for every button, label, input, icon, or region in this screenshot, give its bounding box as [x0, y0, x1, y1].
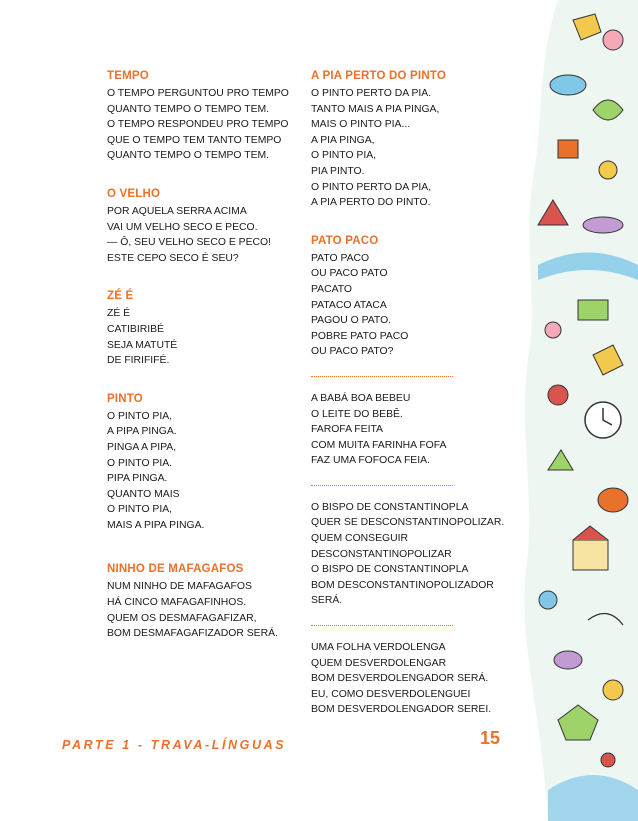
decorative-illustration-strip — [518, 0, 638, 821]
poem-title: NINHO DE MAFAGAFOS — [107, 563, 244, 576]
poem-ze-e — [107, 288, 297, 368]
poem-line: O PINTO PIA. — [107, 457, 173, 469]
poem-pato-paco — [311, 233, 511, 360]
poem-line: PACATO — [311, 283, 352, 295]
poem-line: QUEM OS DESMAFAGAFIZAR, — [107, 612, 257, 624]
poem-title: A PIA PERTO DO PINTO — [311, 70, 446, 82]
poem-line: UMA FOLHA VERDOLENGA — [311, 642, 446, 654]
poem-line: EU, COMO DESVERDOLENGUEI — [311, 688, 471, 700]
poem-line: QUANTO MAIS — [107, 488, 180, 500]
poem-line: A PIA PINGA, — [311, 134, 375, 146]
poem-line: SERÁ. — [311, 595, 343, 607]
poem-line: BOM DESCONSTANTINOPOLIZADOR — [311, 579, 494, 591]
doodle-illustration — [518, 0, 638, 821]
poem-line: O PINTO PIA, — [311, 150, 377, 162]
poem-line: HÁ CINCO MAFAGAFINHOS. — [107, 597, 247, 609]
poem-line: — Ô, SEU VELHO SECO E PECO! — [107, 237, 271, 249]
poem-line: DESCONSTANTINOPOLIZAR — [311, 548, 452, 560]
page-number: 15 — [480, 728, 501, 748]
poem-line: O PINTO PIA, — [107, 410, 173, 422]
poem-line: O BISPO DE CONSTANTINOPLA — [311, 501, 469, 513]
poem-line: O PINTO PIA, — [107, 504, 173, 516]
poem-line: QUE O TEMPO TEM TANTO TEMPO — [107, 134, 282, 146]
poem-line: FAZ UMA FOFOCA FEIA. — [311, 455, 430, 467]
poem-line: PATACO ATACA — [311, 299, 387, 311]
poem-line: NUM NINHO DE MAFAGAFOS — [107, 581, 252, 593]
poem-line: PATO PACO — [311, 252, 370, 264]
poem-folha-verdolenga — [311, 640, 511, 718]
poem-title: PINTO — [107, 392, 143, 405]
poem-line: MAIS A PIPA PINGA. — [107, 519, 205, 531]
dotted-divider — [311, 625, 453, 626]
left-column — [107, 68, 297, 664]
poem-line: QUER SE DESCONSTANTINOPOLIZAR. — [311, 517, 505, 529]
poem-title: PATO PACO — [311, 234, 379, 247]
poem-o-velho — [107, 186, 297, 266]
poem-line: VAI UM VELHO SECO E PECO. — [107, 221, 258, 233]
poem-line: PIPA PINGA. — [107, 473, 168, 485]
right-column — [311, 68, 511, 734]
poem-line: QUEM DESVERDOLENGAR — [311, 657, 447, 669]
poem-line: BOM DESVERDOLENGADOR SEREI. — [311, 704, 492, 716]
poem-line: O TEMPO RESPONDEU PRO TEMPO — [107, 119, 289, 131]
dotted-divider — [311, 485, 453, 486]
poem-line: PIA PINTO. — [311, 165, 365, 177]
poem-line: CATIBIRIBÉ — [107, 323, 164, 335]
poem-line: O TEMPO PERGUNTOU PRO TEMPO — [107, 88, 289, 99]
poem-line: A BABÁ BOA BEBEU — [311, 392, 411, 404]
poem-line: QUEM CONSEGUIR — [311, 533, 408, 545]
poem-pinto — [107, 391, 297, 534]
poem-line: PAGOU O PATO. — [311, 315, 392, 327]
poem-a-pia-perto-do-pinto — [311, 68, 511, 211]
poem-line: O BISPO DE CONSTANTINOPLA — [311, 564, 469, 576]
poem-tempo — [107, 68, 297, 164]
poem-line: O LEITE DO BEBÊ. — [311, 408, 403, 420]
poem-line: O PINTO PERTO DA PIA, — [311, 181, 432, 193]
poem-line: QUANTO TEMPO O TEMPO TEM. — [107, 150, 270, 162]
dotted-divider — [311, 376, 453, 377]
poem-line: ESTE CEPO SECO É SEU? — [107, 252, 239, 264]
poem-line: FAROFA FEITA — [311, 424, 383, 436]
poem-line: A PIPA PINGA. — [107, 426, 177, 438]
poem-ninho-de-mafagafos — [107, 561, 297, 641]
poem-line: MAIS O PINTO PIA... — [311, 119, 411, 131]
poem-title: ZÉ É — [107, 290, 134, 303]
poem-line: POR AQUELA SERRA ACIMA — [107, 205, 247, 217]
poem-bispo-de-constantinopla — [311, 500, 511, 609]
poem-line: BOM DESMAFAGAFIZADOR SERÁ. — [107, 628, 278, 640]
section-footer: PARTE 1 - TRAVA-LÍNGUAS — [62, 738, 287, 752]
poem-line: PINGA A PIPA, — [107, 441, 177, 453]
poem-line: TANTO MAIS A PIA PINGA, — [311, 103, 440, 115]
poem-title: O VELHO — [107, 187, 161, 200]
poem-line: A PIA PERTO DO PINTO. — [311, 197, 431, 209]
poem-a-baba-boa — [311, 391, 511, 469]
poem-line: POBRE PATO PACO — [311, 330, 409, 342]
poem-line: SEJA MATUTÉ — [107, 339, 178, 351]
poem-line: DE FIRIFIFÉ. — [107, 355, 170, 367]
poem-line: ZÉ É — [107, 308, 131, 320]
poem-line: COM MUITA FARINHA FOFA — [311, 439, 447, 451]
poem-line: QUANTO TEMPO O TEMPO TEM. — [107, 103, 270, 115]
poem-line: BOM DESVERDOLENGADOR SERÁ. — [311, 673, 489, 685]
poem-title: TEMPO — [107, 70, 149, 82]
poem-line: O PINTO PERTO DA PIA. — [311, 88, 432, 99]
poem-line: OU PACO PATO? — [311, 346, 394, 358]
poem-line: OU PACO PATO — [311, 268, 388, 280]
